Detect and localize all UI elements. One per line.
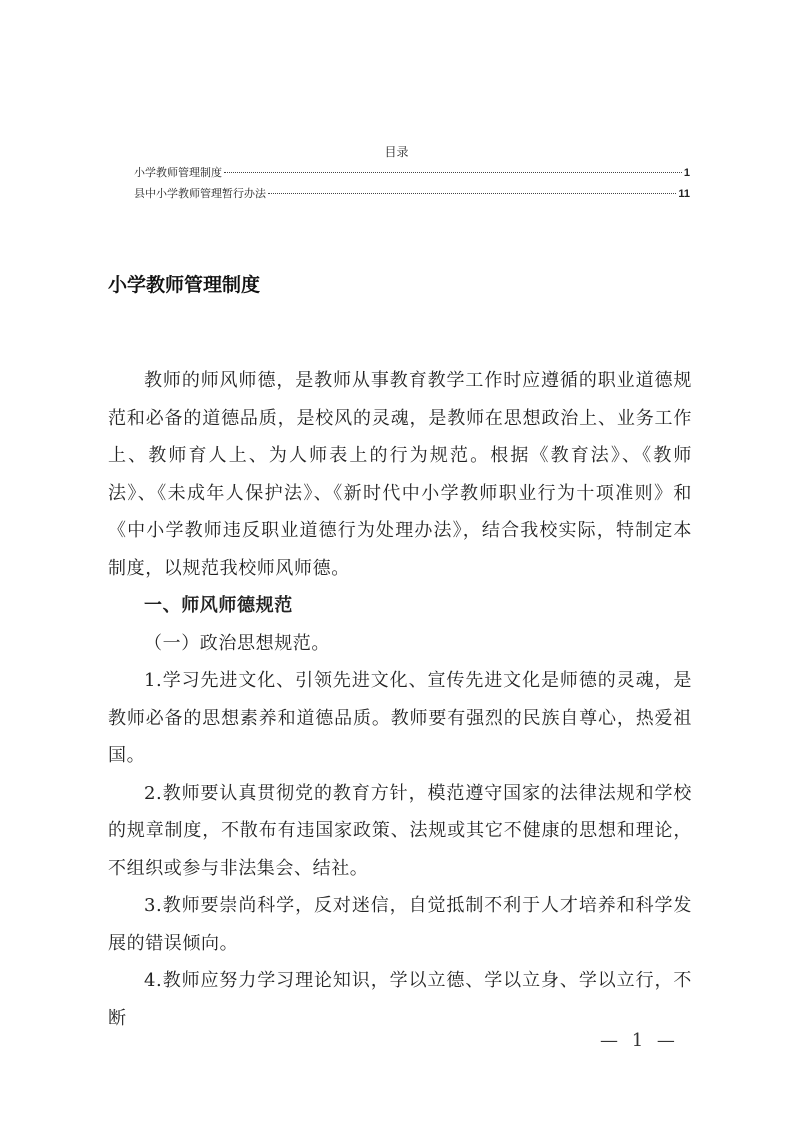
list-item: 4.教师应努力学习理论知识，学以立德、学以立身、学以立行，不断 (108, 970, 692, 1029)
intro-paragraph: 教师的师风师德，是教师从事教育教学工作时应遵循的职业道德规范和必备的道德品质，是校风的灵魂，是教师在思想政治上、业务工作上、教师育人上、为人师表上的行为规范。根据《教育法》、《教师法》、《未成年人保护法》、《新时代中小学教师职业行为十项准则》和《中小学教师违反职业道德行为处理办法》，结合我校实际，特制定本制度，以规范我校师风师德。 (108, 370, 692, 579)
document-body (108, 362, 692, 1037)
page-number: — 1 — (600, 1030, 679, 1051)
toc-leader-dots (224, 172, 682, 173)
list-item: 3.教师要崇尚科学，反对迷信，自觉抵制不利于人才培养和科学发展的错误倾向。 (108, 895, 692, 954)
toc-title: 目录 (384, 145, 409, 159)
subsection-heading: （一）政治思想规范。 (144, 632, 330, 654)
toc-leader-dots (268, 193, 676, 194)
toc-entry[interactable] (134, 185, 690, 201)
section-heading: 一、师风师德规范 (144, 595, 293, 616)
list-item: 2.教师要认真贯彻党的教育方针，模范遵守国家的法律法规和学校的规章制度，不散布有违国家政策、法规或其它不健康的思想和理论，不组织或参与非法集会、结社。 (108, 782, 692, 879)
document-title: 小学教师管理制度 (108, 274, 261, 296)
list-item: 1.学习先进文化、引领先进文化、宣传先进文化是师德的灵魂，是教师必备的思想素养和道德品质。教师要有强烈的民族自尊心，热爱祖国。 (108, 670, 692, 766)
toc-entry-label: 县中小学教师管理暂行办法 (134, 187, 266, 200)
toc-entry[interactable] (134, 164, 690, 180)
toc-entry-page: 1 (683, 167, 690, 179)
toc-entry-label: 小学教师管理制度 (134, 166, 222, 179)
toc-entry-page: 11 (678, 188, 690, 200)
